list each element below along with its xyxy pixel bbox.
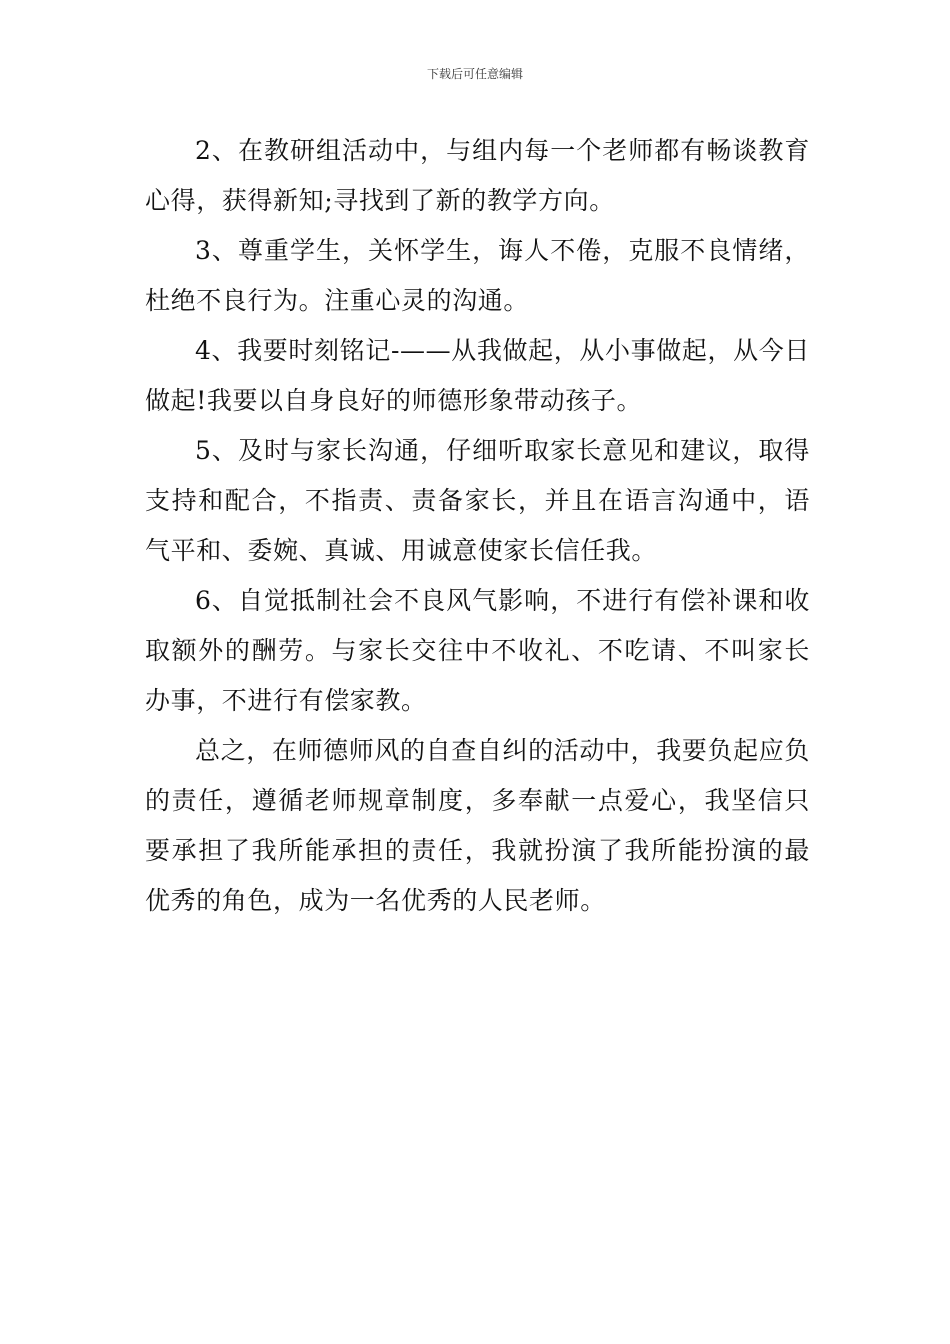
paragraph-item-4: 4、我要时刻铭记-——从我做起，从小事做起，从今日做起!我要以自身良好的师德形象带动孩子。 bbox=[145, 336, 810, 415]
paragraph-item-6: 6、自觉抵制社会不良风气影响，不进行有偿补课和收取额外的酬劳。与家长交往中不收礼、不吃请、不叫家长办事，不进行有偿家教。 bbox=[145, 586, 810, 715]
document-body bbox=[145, 126, 810, 926]
page-header-note: 下载后可任意编辑 bbox=[426, 67, 523, 81]
paragraph-item-2: 2、在教研组活动中，与组内每一个老师都有畅谈教育心得，获得新知;寻找到了新的教学方向。 bbox=[145, 136, 810, 215]
paragraph-conclusion: 总之，在师德师风的自查自纠的活动中，我要负起应负的责任，遵循老师规章制度，多奉献一点爱心，我坚信只要承担了我所能承担的责任，我就扮演了我所能扮演的最优秀的角色，成为一名优秀的人民老师。 bbox=[145, 736, 810, 915]
paragraph-item-5: 5、及时与家长沟通，仔细听取家长意见和建议，取得支持和配合，不指责、责备家长，并且在语言沟通中，语气平和、委婉、真诚、用诚意使家长信任我。 bbox=[145, 436, 810, 565]
paragraph-item-3: 3、尊重学生，关怀学生，诲人不倦，克服不良情绪，杜绝不良行为。注重心灵的沟通。 bbox=[145, 236, 810, 315]
